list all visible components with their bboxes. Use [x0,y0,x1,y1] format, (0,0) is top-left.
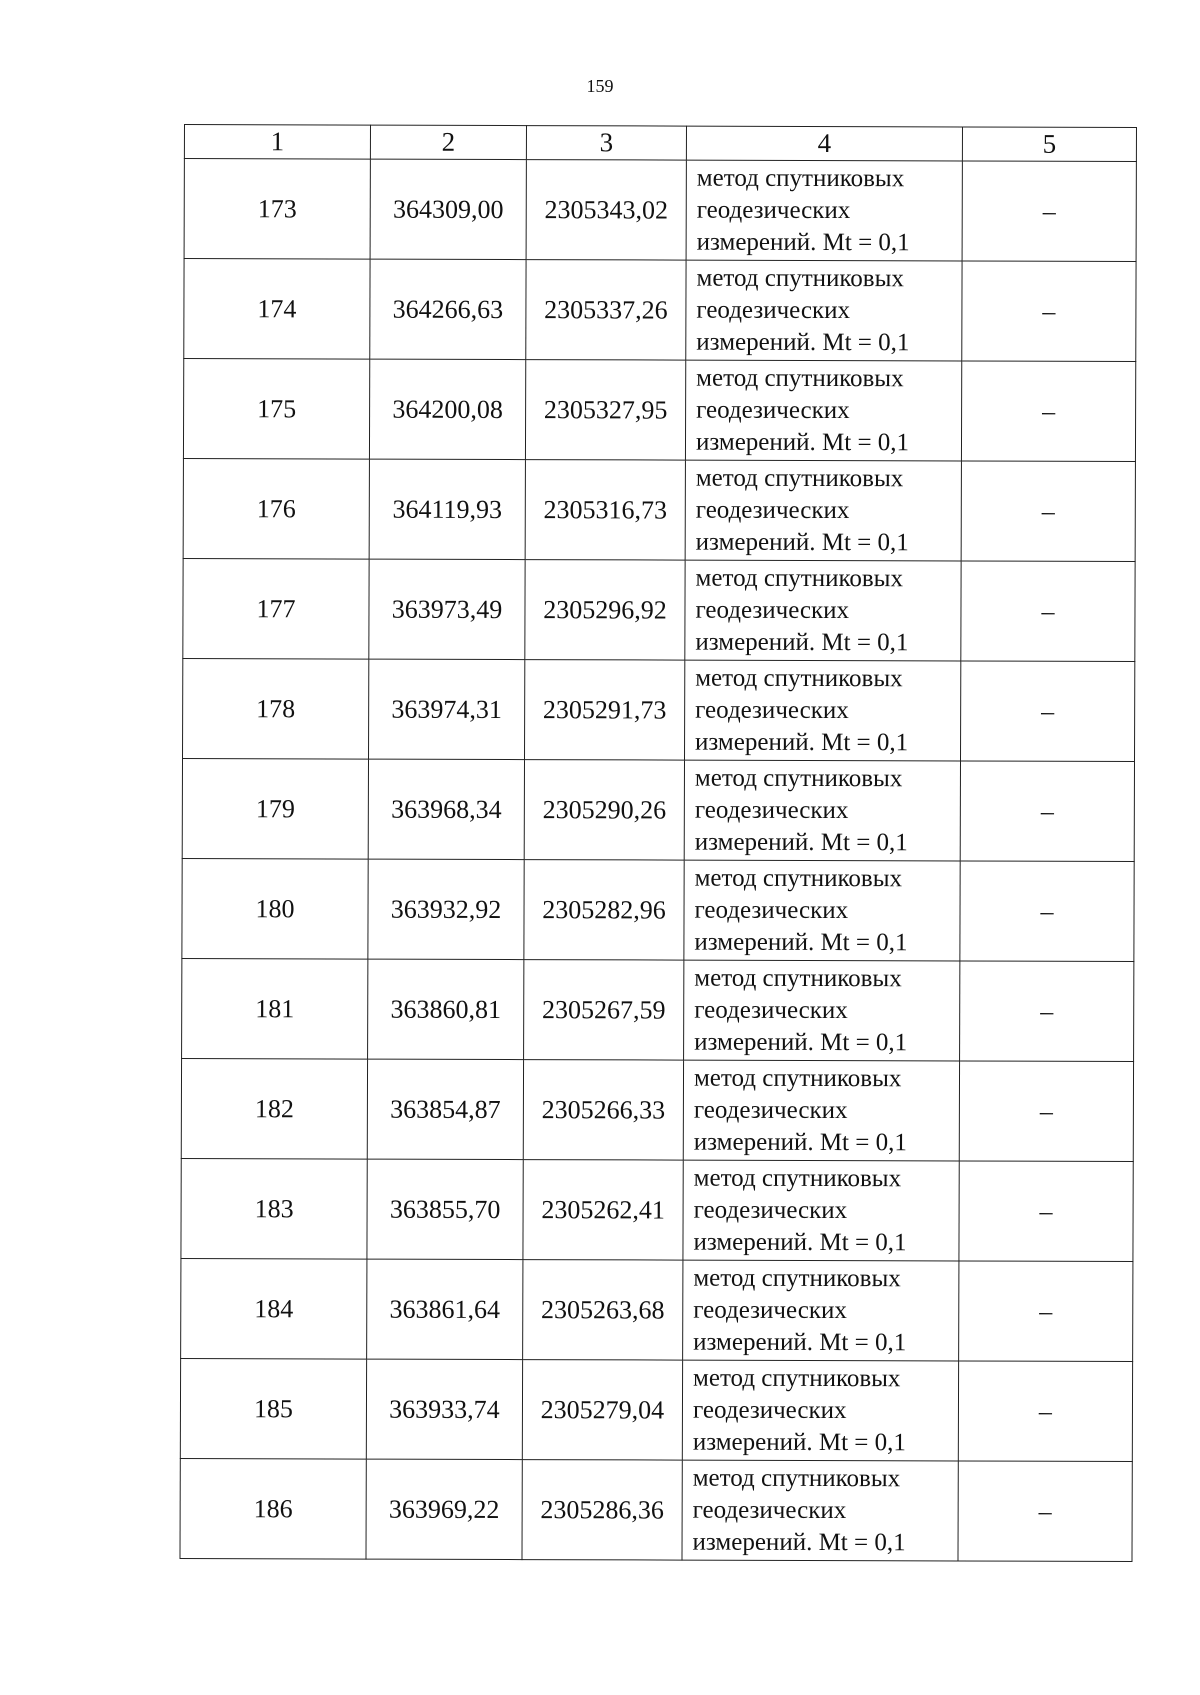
method-line-1: метод спутниковых [696,264,904,292]
x-coordinate-cell: 363933,74 [366,1359,522,1459]
point-number-cell: 182 [181,1058,367,1159]
y-coordinate-cell: 2305263,68 [523,1260,683,1361]
method-line-3: измерений. Mt = 0,1 [693,1128,907,1156]
y-coordinate-cell: 2305282,96 [524,860,684,961]
x-coordinate-cell: 364309,00 [370,159,526,259]
point-number-cell: 176 [183,458,369,559]
table-row [180,1458,1132,1561]
method-line-2: геодезических [692,1496,847,1524]
method-line-3: измерений. Mt = 0,1 [692,1428,906,1456]
table-row [183,458,1135,561]
y-coordinate-cell: 2305296,92 [525,560,685,661]
note-cell: – [959,1161,1133,1262]
method-cell [685,560,961,661]
method-line-2: геодезических [696,196,851,224]
point-number-cell: 177 [183,558,369,659]
table-body [180,159,1136,1562]
x-coordinate-cell: 363974,31 [369,659,525,759]
x-coordinate-cell: 363860,81 [368,959,524,1059]
method-line-3: измерений. Mt = 0,1 [695,628,909,656]
method-cell [686,160,962,261]
method-line-3: измерений. Mt = 0,1 [693,1328,907,1356]
method-line-1: метод спутниковых [695,564,904,592]
y-coordinate-cell: 2305291,73 [525,660,685,761]
point-number-cell: 181 [182,958,368,1059]
y-coordinate-cell: 2305337,26 [526,260,686,361]
method-cell [682,1460,958,1561]
method-cell [684,860,960,961]
note-cell: – [958,1361,1132,1462]
x-coordinate-cell: 363854,87 [367,1059,523,1159]
header-col-1: 1 [184,125,370,160]
method-line-3: измерений. Mt = 0,1 [694,1028,908,1056]
table-row [181,1058,1133,1161]
method-cell [685,660,961,761]
point-number-cell: 173 [184,159,370,260]
point-number-cell: 174 [184,259,370,360]
y-coordinate-cell: 2305279,04 [522,1360,682,1461]
method-line-1: метод спутниковых [692,1464,901,1492]
x-coordinate-cell: 363855,70 [367,1159,523,1259]
note-cell: – [961,461,1135,562]
table-row [183,359,1135,462]
note-cell: – [962,261,1136,362]
table-row [184,159,1136,262]
table-row [183,658,1135,761]
header-col-2: 2 [370,125,526,159]
table-row [181,1258,1133,1361]
method-line-1: метод спутниковых [693,1264,901,1292]
method-line-1: метод спутниковых [696,164,905,192]
note-cell: – [961,361,1135,462]
x-coordinate-cell: 363861,64 [367,1259,523,1359]
y-coordinate-cell: 2305267,59 [524,960,684,1061]
method-line-1: метод спутниковых [695,664,903,692]
method-line-3: измерений. Mt = 0,1 [692,1528,906,1556]
table-row [183,558,1135,661]
y-coordinate-cell: 2305316,73 [525,460,685,561]
method-line-1: метод спутниковых [695,464,904,492]
note-cell: – [959,1261,1133,1362]
method-line-3: измерений. Mt = 0,1 [693,1228,907,1256]
method-line-1: метод спутниковых [694,964,902,992]
method-line-2: геодезических [696,396,850,424]
method-line-1: метод спутниковых [694,764,903,792]
point-number-cell: 184 [181,1258,367,1359]
method-cell [685,360,961,461]
table-row [181,1158,1133,1261]
method-cell [683,1260,959,1361]
table-row [184,259,1136,362]
y-coordinate-cell: 2305327,95 [525,360,685,461]
method-line-3: измерений. Mt = 0,1 [696,228,910,256]
coordinates-table [179,124,1137,1562]
y-coordinate-cell: 2305290,26 [524,760,684,861]
table-row [182,758,1134,861]
method-line-2: геодезических [694,896,849,924]
method-line-2: геодезических [695,596,850,624]
point-number-cell: 179 [182,758,368,859]
method-line-2: геодезических [695,496,850,524]
method-line-1: метод спутниковых [694,864,903,892]
table-row [182,958,1134,1061]
page-number: 159 [586,76,614,96]
table-row [180,1358,1132,1461]
point-number-cell: 186 [180,1458,366,1559]
x-coordinate-cell: 363973,49 [369,559,525,659]
method-line-3: измерений. Mt = 0,1 [694,828,908,856]
method-line-3: измерений. Mt = 0,1 [695,428,910,456]
method-cell [684,760,960,861]
method-line-1: метод спутниковых [693,1064,902,1092]
header-col-5: 5 [962,127,1136,162]
method-line-2: геодезических [694,796,849,824]
y-coordinate-cell: 2305343,02 [526,160,686,261]
note-cell: – [960,961,1134,1062]
x-coordinate-cell: 364119,93 [369,459,525,559]
point-number-cell: 175 [183,359,369,460]
method-line-1: метод спутниковых [693,1364,901,1392]
point-number-cell: 178 [183,658,369,759]
point-number-cell: 185 [180,1358,366,1459]
method-line-3: измерений. Mt = 0,1 [694,928,908,956]
method-cell [684,960,960,1061]
point-number-cell: 183 [181,1158,367,1259]
method-cell [685,460,961,561]
table-header-row [184,125,1136,162]
x-coordinate-cell: 364266,63 [370,259,526,359]
method-line-1: метод спутниковых [693,1164,902,1192]
method-line-2: геодезических [693,1296,847,1324]
method-line-1: метод спутниковых [696,364,904,392]
note-cell: – [960,761,1134,862]
header-col-4: 4 [686,126,962,161]
note-cell: – [959,1061,1133,1162]
method-line-2: геодезических [696,296,851,324]
x-coordinate-cell: 363968,34 [368,759,524,859]
method-line-2: геодезических [693,1096,848,1124]
note-cell: – [961,661,1135,762]
note-cell: – [961,561,1135,662]
method-line-3: измерений. Mt = 0,1 [695,728,909,756]
y-coordinate-cell: 2305286,36 [522,1460,682,1561]
x-coordinate-cell: 363932,92 [368,859,524,959]
method-line-2: геодезических [692,1396,847,1424]
method-line-2: геодезических [695,696,849,724]
y-coordinate-cell: 2305262,41 [523,1160,683,1261]
y-coordinate-cell: 2305266,33 [523,1060,683,1161]
table-row [182,858,1134,961]
method-cell [683,1160,959,1261]
method-line-3: измерений. Mt = 0,1 [695,528,909,556]
method-line-3: измерений. Mt = 0,1 [696,328,910,356]
note-cell: – [960,861,1134,962]
method-line-2: геодезических [694,996,848,1024]
method-cell [683,1060,959,1161]
note-cell: – [958,1461,1132,1562]
method-line-2: геодезических [693,1196,848,1224]
point-number-cell: 180 [182,858,368,959]
note-cell: – [962,161,1136,262]
x-coordinate-cell: 364200,08 [369,359,525,459]
x-coordinate-cell: 363969,22 [366,1459,522,1559]
method-cell [682,1360,958,1461]
method-cell [686,260,962,361]
header-col-3: 3 [526,126,686,161]
